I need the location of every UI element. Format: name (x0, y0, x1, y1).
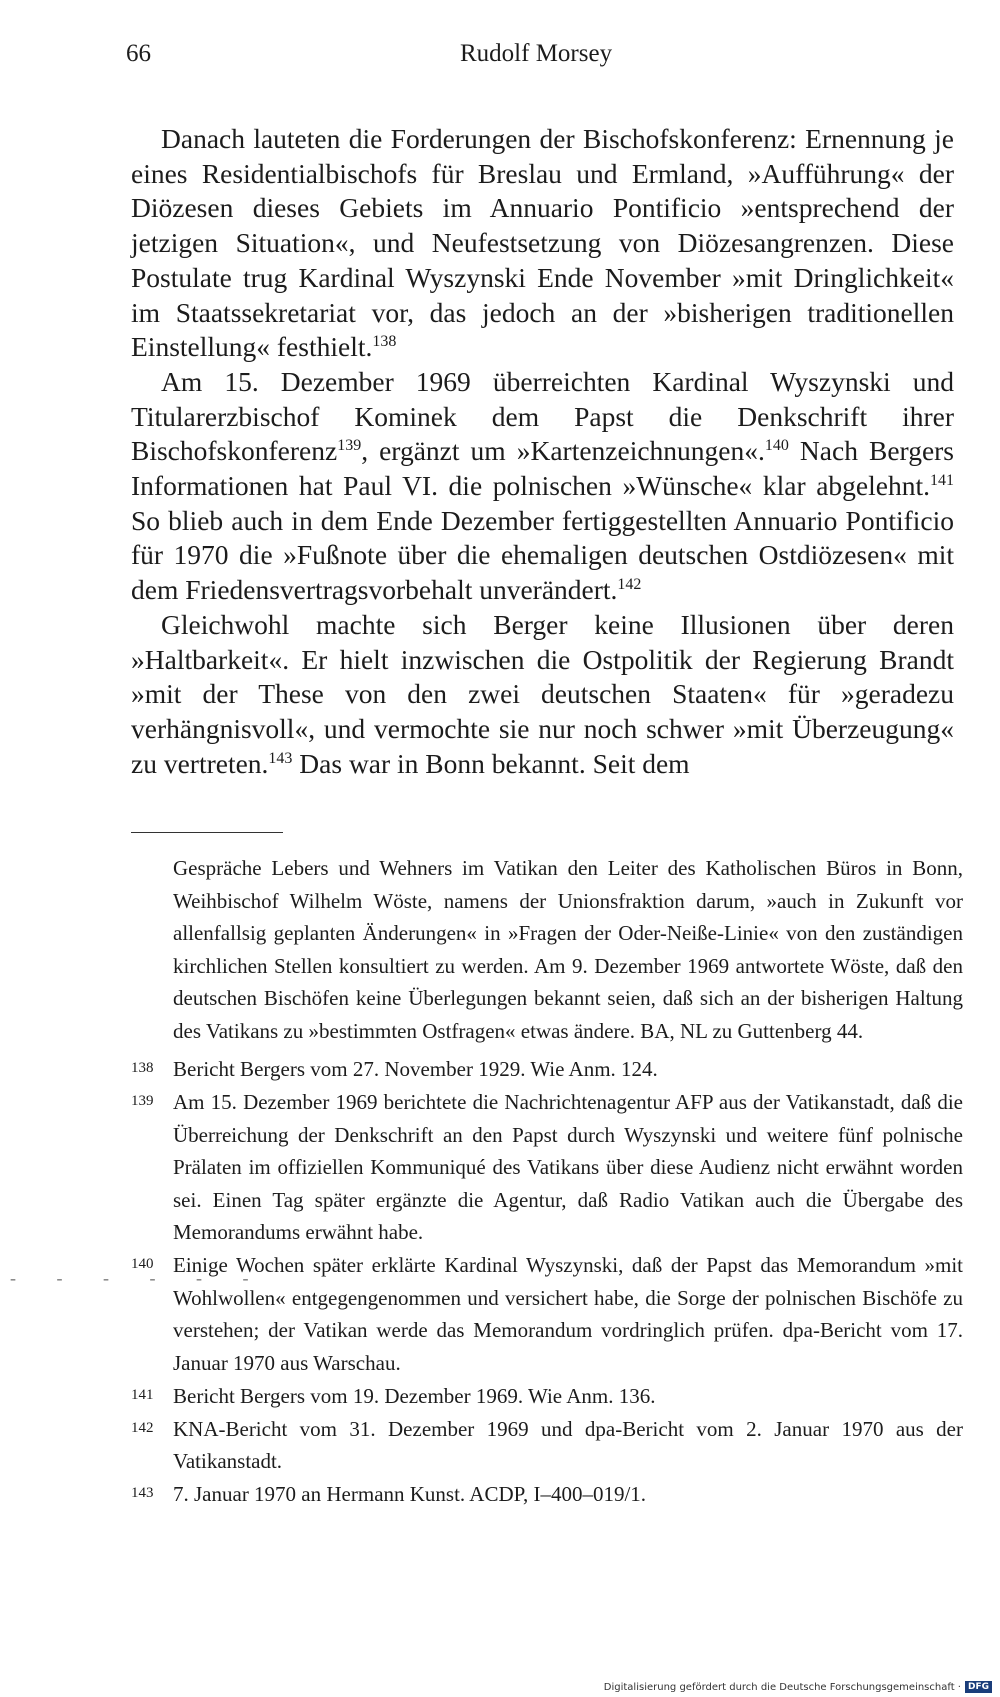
footnote-item (131, 1380, 963, 1413)
text-segment: Nach Bergers Informationen hat Paul VI. die polnischen »Wünsche« klar abgelehnt. (131, 435, 955, 502)
footnote-item (131, 1053, 963, 1086)
footnote-text: Bericht Bergers vom 27. November 1929. Wie Anm. 124. (173, 1057, 658, 1081)
footnote-ref: 140 (764, 437, 789, 455)
footnotes (131, 852, 963, 1511)
text-segment: Am 15. Dezember 1969 überreichten Kardinal Wyszynski und Titularerzbischof Kominek dem Papst die Denkschrift ihrer Bischofskonferenz (131, 365, 954, 467)
footnote-text: Bericht Bergers vom 19. Dezember 1969. Wie Anm. 136. (173, 1383, 656, 1408)
text-segment: So blieb auch in dem Ende Dezember fertiggestellten Annuario Pontificio für 1970 die »Fußnote über die ehemaligen deutschen Ostdiözesen« mit dem Friedensvertragsvorbehalt unverändert. (131, 504, 954, 606)
footnote-number: 143 (131, 1485, 154, 1501)
text-segment: Gleichwohl machte sich Berger keine Illusionen über deren »Haltbarkeit«. Er hielt inzwischen die Ostpolitik der Regierung Brandt »mit der These von den zwei deutschen Staaten« für »geradezu verhängnisvoll«, und vermochte sie nur noch schwer »mit Überzeugung« zu vertreten. (131, 608, 954, 779)
scan-margin-marks: - - - - - - (10, 1268, 267, 1288)
main-text (131, 122, 954, 781)
footnote-continuation: Gespräche Lebers und Wehners im Vatikan den Leiter des Katholischen Büros in Bonn, Weihbischof Wilhelm Wöste, namens der Unionsfraktion darum, »auch in Zukunft vor allenfallsig geplanten Änderungen« in »Fragen der Oder-Neiße-Linie« von den zuständigen kirchlichen Stellen konsultiert zu werden. Am 9. Dezember 1969 antwortete Wöste, daß den deutschen Bischöfen keine Überlegungen bekannt seien, daß sich an der bisherigen Haltung des Vatikans zu »bestimmten Ostfragen« etwas ändere. BA, NL zu Guttenberg 44. (173, 856, 963, 1043)
footnote-number: 141 (131, 1386, 154, 1403)
paragraph-1 (131, 122, 954, 365)
footnote-text: Einige Wochen später erklärte Kardinal Wyszynski, daß der Papst das Memorandum »mit Wohlwollen« entgegengenommen und versichert habe, die Sorge der polnischen Bischöfe zu verstehen; der Vatikan werde das Memorandum vordringlich prüfen. dpa-Bericht vom 17. Januar 1970 aus Warschau. (173, 1253, 963, 1375)
footnote-text: KNA-Bericht vom 31. Dezember 1969 und dpa-Bericht vom 2. Januar 1970 aus der Vatikanstadt. (173, 1416, 963, 1473)
credit-text: Digitalisierung gefördert durch die Deutsche Forschungsgemeinschaft · (603, 1681, 961, 1693)
dfg-logo-icon: DFG (965, 1681, 992, 1693)
page-number: 66 (126, 40, 151, 67)
footnote-divider (131, 832, 283, 833)
footnote-item (131, 1086, 963, 1249)
footnote-item (131, 1413, 963, 1478)
footnote-ref: 141 (930, 472, 954, 490)
running-head: Rudolf Morsey (460, 40, 613, 67)
text-segment: Das war in Bonn bekannt. Seit dem (292, 747, 690, 779)
paragraph-2 (131, 365, 954, 608)
footnote-ref: 142 (617, 576, 642, 594)
footnote-number: 142 (131, 1419, 154, 1436)
footnote-number: 140 (131, 1256, 154, 1272)
footnote-number: 138 (131, 1060, 154, 1076)
text-segment: , ergänzt um »Kartenzeichnungen«. (361, 435, 765, 467)
digitization-credit (604, 1681, 992, 1693)
footnote-text: 7. Januar 1970 an Hermann Kunst. ACDP, I–400–019/1. (173, 1482, 647, 1506)
footnote-item (131, 1478, 963, 1511)
footnote-ref: 139 (337, 437, 362, 455)
footnote-ref: 143 (268, 749, 293, 767)
footnote-number: 139 (131, 1093, 154, 1109)
text-segment: Danach lauteten die Forderungen der Bischofskonferenz: Ernennung je eines Residentialbischofs für Breslau und Ermland, »Aufführung« der Diözesen dieses Gebiets im Annuario Pontificio »entsprechend der jetzigen Situation«, und Neufestsetzung von Diözesangrenzen. Diese Postulate trug Kardinal Wyszynski Ende November »mit Dringlichkeit« im Staatssekretariat vor, das jedoch an der »bisherigen traditionellen Einstellung« festhielt. (131, 123, 954, 363)
paragraph-3 (131, 608, 954, 782)
footnote-text: Am 15. Dezember 1969 berichtete die Nachrichtenagentur AFP aus der Vatikanstadt, daß die Überreichung der Denkschrift an den Papst durch Wyszynski und weitere fünf polnische Prälaten im offiziellen Kommuniqué des Vatikans über diese Audienz nicht erwähnt worden sei. Einen Tag später ergänzte die Agentur, daß Radio Vatikan auch die Übergabe des Memorandums erwähnt habe. (173, 1090, 963, 1244)
footnote-ref: 138 (372, 333, 397, 351)
